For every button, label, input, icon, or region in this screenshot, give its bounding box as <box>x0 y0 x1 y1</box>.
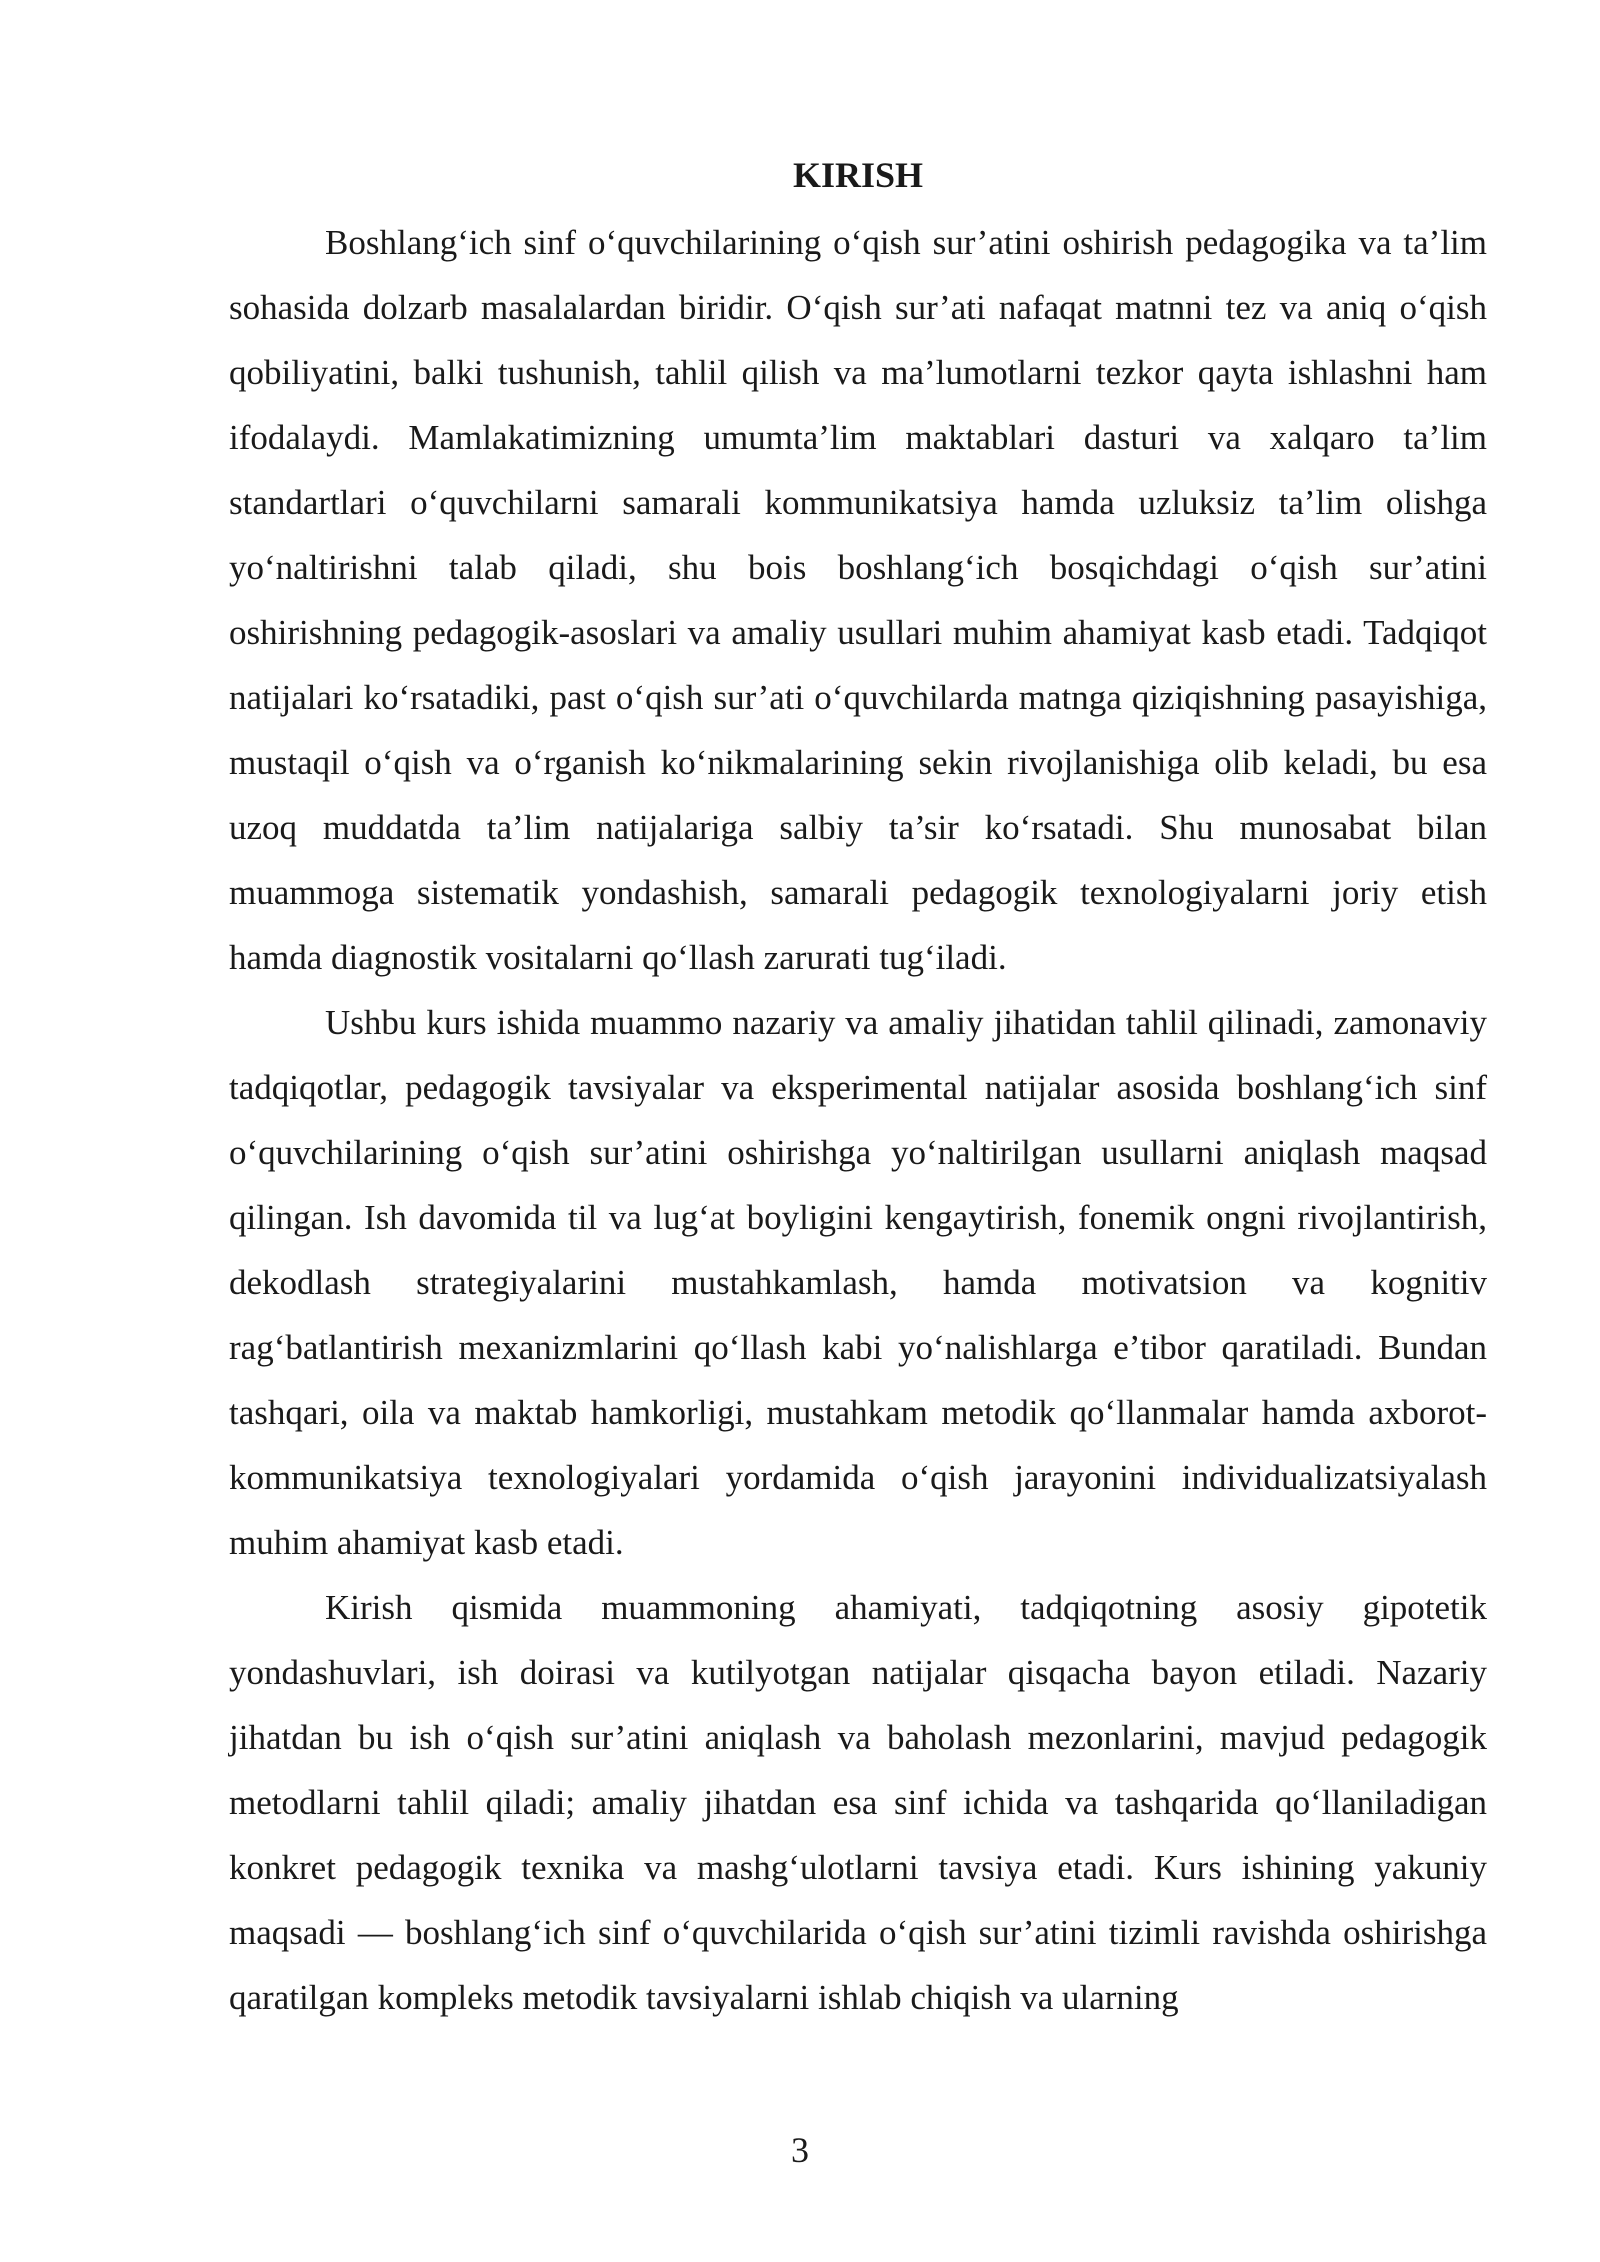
paragraph-scope: Kirish qismida muammoning ahamiyati, tadqiqotning asosiy gipotetik yondashuvlari, ish doirasi va kutilyotgan natijalar qisqacha bayon etiladi. Nazariy jihatdan bu ish o‘qish sur’atini aniqlash va baholash mezonlarini, mavjud pedagogik metodlarni tahlil qiladi; amaliy jihatdan esa sinf ichida va tashqarida qo‘llaniladigan konkret pedagogik texnika va mashg‘ulotlarni tavsiya etadi. Kurs ishining yakuniy maqsadi — boshlang‘ich sinf o‘quvchilarida o‘qish sur’atini tizimli ravishda oshirishga qaratilgan kompleks metodik tavsiyalarni ishlab chiqish va ularning <box>229 1588 1487 2017</box>
paragraph-intro: Boshlang‘ich sinf o‘quvchilarining o‘qish sur’atini oshirish pedagogika va ta’lim sohasida dolzarb masalalardan biridir. O‘qish sur’ati nafaqat matnni tez va aniq o‘qish qobiliyatini, balki tushunish, tahlil qilish va ma’lumotlarni tezkor qayta ishlashni ham ifodalaydi. Mamlakatimizning umumta’lim maktablari dasturi va xalqaro ta’lim standartlari o‘quvchilarni samarali kommunikatsiya hamda uzluksiz ta’lim olishga yo‘naltirishni talab qiladi, shu bois boshlang‘ich bosqichdagi o‘qish sur’atini oshirishning pedagogik-asoslari va amaliy usullari muhim ahamiyat kasb etadi. Tadqiqot natijalari ko‘rsatadiki, past o‘qish sur’ati o‘quvchilarda matnga qiziqishning pasayishiga, mustaqil o‘qish va o‘rganish ko‘nikmalarining sekin rivojlanishiga olib keladi, bu esa uzoq muddatda ta’lim natijalariga salbiy ta’sir ko‘rsatadi. Shu munosabat bilan muammoga sistematik yondashish, samarali pedagogik texnologiyalarni joriy etish hamda diagnostik vositalarni qo‘llash zarurati tug‘iladi. <box>229 223 1487 977</box>
section-heading: KIRISH <box>792 155 924 195</box>
page-body <box>229 145 1487 2030</box>
page-number: 3 <box>791 2130 809 2170</box>
paragraph-methods: Ushbu kurs ishida muammo nazariy va amaliy jihatidan tahlil qilinadi, zamonaviy tadqiqotlar, pedagogik tavsiyalar va eksperimental natijalar asosida boshlang‘ich sinf o‘quvchilarining o‘qish sur’atini oshirishga yo‘naltirilgan usullarni aniqlash maqsad qilingan. Ish davomida til va lug‘at boyligini kengaytirish, fonemik ongni rivojlantirish, dekodlash strategiyalarini mustahkamlash, hamda motivatsion va kognitiv rag‘batlantirish mexanizmlarini qo‘llash kabi yo‘nalishlarga e’tibor qaratiladi. Bundan tashqari, oila va maktab hamkorligi, mustahkam metodik qo‘llanmalar hamda axborot-kommunikatsiya texnologiyalari yordamida o‘qish jarayonini individualizatsiyalash muhim ahamiyat kasb etadi. <box>229 1003 1487 1562</box>
